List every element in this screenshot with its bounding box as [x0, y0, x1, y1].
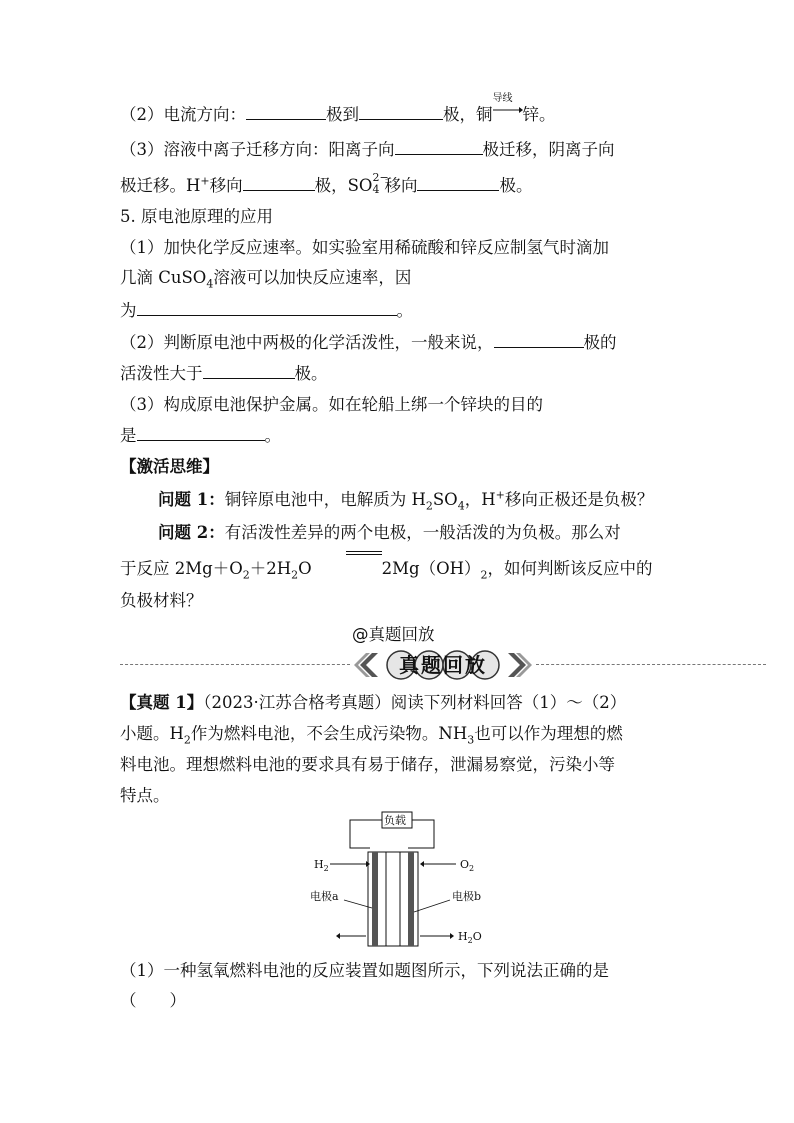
arrow-left-icon	[336, 933, 340, 939]
real1-line4: 特点。	[120, 786, 170, 805]
s5-p1-line2: 几滴 CuSO$_4$溶液可以加快反应速率，因	[120, 268, 412, 291]
blank[interactable]	[137, 299, 397, 316]
divider	[536, 664, 766, 665]
equals-sign-icon	[312, 558, 382, 574]
arrow-left-icon	[420, 861, 424, 867]
blank[interactable]	[203, 362, 295, 379]
real1-line2: 小题。$H_2$作为燃料电池，不会生成污染物。$NH_3$也可以作为理想的燃	[120, 724, 623, 747]
activate-q1: 问题 1：铜锌原电池中，电解质为 $H_2SO_4$，H+移向正极还是负极？	[158, 488, 654, 513]
blank[interactable]	[359, 103, 443, 120]
activate-heading: 【激活思维】	[120, 457, 219, 476]
s5-p2-line2: 活泼性大于 极。	[120, 364, 328, 383]
wire-left	[350, 820, 382, 848]
q3-line2: 极迁移。H+移向 极，SO 2− 4 移向 极。	[120, 171, 533, 196]
h2-label: $H_2$	[314, 858, 329, 873]
q3-line1: （3）溶液中离子迁移方向：阳离子向 极迁移，阴离子向	[120, 140, 615, 159]
blank[interactable]	[417, 174, 499, 191]
wire-arrow: 导线	[493, 104, 523, 120]
activate-q2-line2: 于反应 $2Mg+O_2+2H_2O$ $2Mg(OH)_2$，如何判断该反应中的	[120, 558, 653, 580]
electrode-b	[408, 852, 414, 946]
sub1-line1: （1）一种氢氧燃料电池的反应装置如题图所示，下列说法正确的是	[120, 961, 609, 980]
blank[interactable]	[243, 174, 315, 191]
h2o-label: $H_2O$	[458, 930, 482, 945]
s5-p2-line1: （2）判断原电池中两极的化学活泼性，一般来说， 极的	[120, 333, 617, 352]
q2-current-direction: （2）电流方向： 极到 极，铜 导线 锌。	[120, 93, 556, 124]
blank[interactable]	[246, 103, 326, 120]
electrode-a	[372, 852, 378, 946]
blank[interactable]	[494, 331, 584, 348]
activate-q2: 问题 2：有活泼性差异的两个电极，一般活泼的为负极。那么对	[158, 523, 621, 542]
s5-p3-line2: 是 。	[120, 426, 281, 445]
leader-line	[414, 900, 450, 912]
banner-title: 真题回放	[399, 653, 487, 677]
o2-label: $O_2$	[460, 858, 475, 873]
s5-p1-line1: （1）加快化学反应速率。如实验室用稀硫酸和锌反应制氢气时滴加	[120, 238, 609, 257]
electrode-a-label: 电极a	[310, 890, 339, 903]
section-5-title: 5. 原电池原理的应用	[120, 207, 273, 226]
real1-line3: 料电池。理想燃料电池的要求具有易于储存，泄漏易察觉，污染小等	[120, 755, 615, 774]
electrode-b-label: 电极b	[452, 890, 482, 903]
load-label: 负载	[384, 814, 406, 827]
section-banner	[120, 650, 766, 680]
arrow-right-icon	[450, 933, 454, 939]
divider	[120, 664, 350, 665]
s5-p3-line1: （3）构成原电池保护金属。如在轮船上绑一个锌块的目的	[120, 395, 543, 414]
s5-p1-line3: 为 。	[120, 301, 413, 320]
banner-pill	[350, 650, 536, 680]
sub1-answer-paren[interactable]: （ ）	[120, 991, 186, 1010]
activate-q2-line3: 负极材料？	[120, 591, 203, 610]
review-link[interactable]: @真题回放	[352, 625, 435, 644]
arrow-right-icon	[493, 106, 523, 114]
blank[interactable]	[395, 138, 483, 155]
real1-line1: 【真题 1】（2023·江苏合格考真题）阅读下列材料回答（1）～（2）	[120, 693, 627, 712]
blank[interactable]	[137, 424, 265, 441]
fuel-cell-diagram	[300, 808, 500, 958]
